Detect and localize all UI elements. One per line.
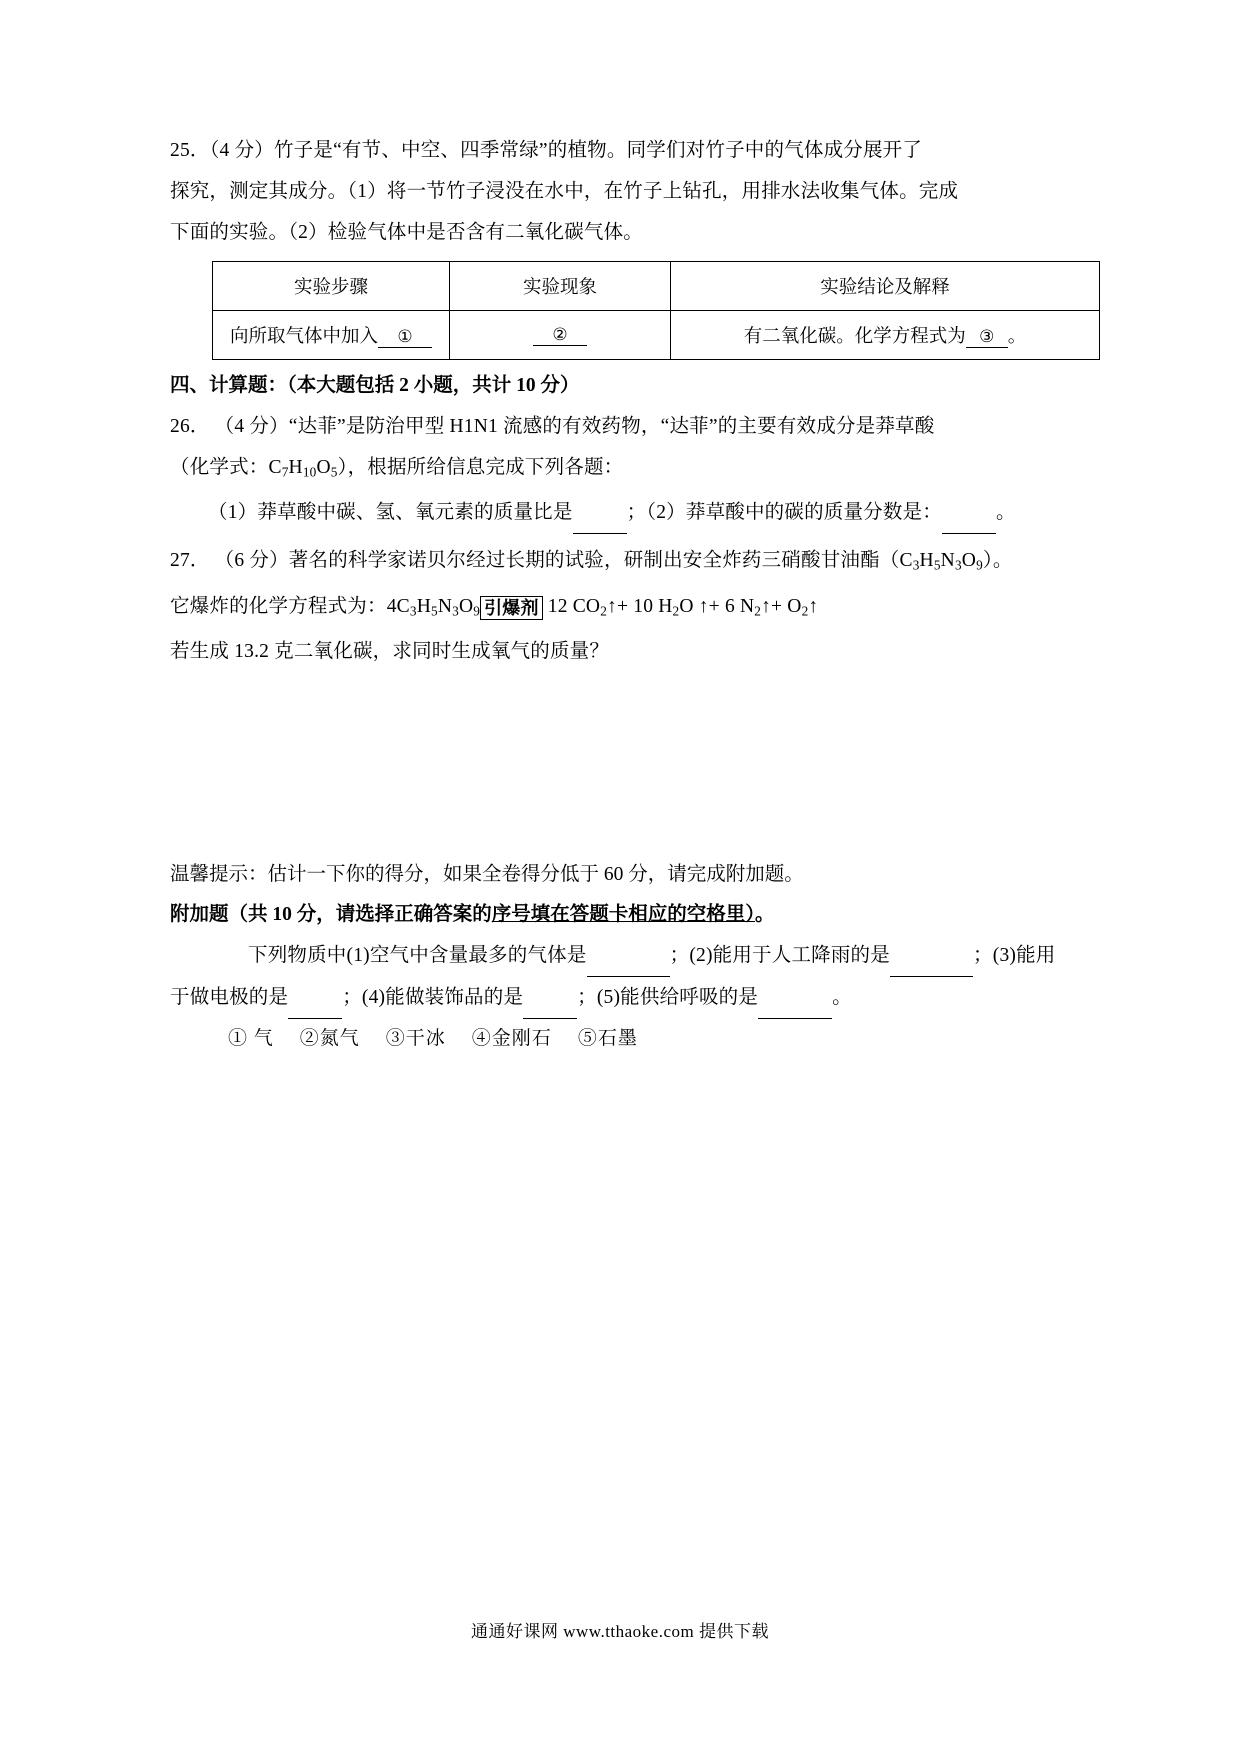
table-cell-phenomenon bbox=[450, 311, 671, 360]
experiment-table bbox=[212, 261, 1100, 360]
warm-tip: 温馨提示：估计一下你的得分，如果全卷得分低于 60 分，请完成附加题。 bbox=[170, 863, 804, 885]
q27-eq-after5: ↑ bbox=[808, 595, 819, 617]
option-3[interactable]: ③干冰 bbox=[385, 1027, 446, 1049]
q27-eq-m1: H bbox=[416, 595, 431, 617]
option-2[interactable]: ②氮气 bbox=[299, 1027, 360, 1049]
q27-m-c: O bbox=[961, 550, 977, 572]
question-25-line-2: 探究，测定其成分。（1）将一节竹子浸没在水中，在竹子上钻孔，用排水法收集气体。完成 bbox=[170, 181, 959, 202]
blank-step-1[interactable]: ① bbox=[378, 327, 432, 348]
blank-attach-1[interactable] bbox=[587, 935, 670, 977]
reaction-condition-label: 引爆剂 bbox=[480, 596, 543, 620]
q27-sub-d: 9 bbox=[976, 557, 983, 573]
q27-eq-m3: O bbox=[458, 595, 474, 617]
attachment-title bbox=[170, 895, 1090, 935]
attachment-q1-text: 下列物质中(1)空气中含量最多的气体是 bbox=[248, 944, 587, 966]
attachment-q2-text: ；(2)能用于人工降雨的是 bbox=[669, 944, 890, 966]
q26-part2-text: ；（2）莽草酸中的碳的质量分数是： bbox=[626, 502, 942, 524]
table-header-phenomenon: 实验现象 bbox=[450, 262, 671, 311]
question-27 bbox=[170, 540, 1090, 672]
question-27-equation-line bbox=[170, 586, 1090, 631]
attachment-title-part-a: 附加题（共 10 分，请选择正确答案的 bbox=[170, 903, 492, 925]
q26-sub-10: 10 bbox=[302, 464, 317, 480]
blank-attach-2[interactable] bbox=[890, 935, 973, 977]
table-header-row bbox=[213, 262, 1100, 311]
q27-eq-s8: 2 bbox=[801, 602, 809, 618]
blank-q26-2[interactable] bbox=[942, 492, 996, 534]
question-27-line-1 bbox=[170, 540, 1090, 585]
blank-q26-1[interactable] bbox=[573, 492, 627, 534]
option-4[interactable]: ④金刚石 bbox=[471, 1027, 552, 1049]
q27-eq-after4: ↑+ O bbox=[761, 595, 802, 617]
q27-eq-s4: 9 bbox=[473, 602, 481, 618]
q27-eq-pre: 它爆炸的化学方程式为：4C bbox=[170, 595, 410, 617]
question-26-line-2 bbox=[170, 447, 1090, 492]
attachment-q5-text: ；(5)能供给呼吸的是 bbox=[577, 986, 759, 1008]
q26-sub-7: 7 bbox=[281, 464, 289, 480]
blank-attach-5[interactable] bbox=[758, 977, 832, 1019]
attachment-end: 。 bbox=[832, 986, 852, 1008]
q27-eq-s5: 2 bbox=[600, 602, 608, 618]
attachment-title-part-b: 序号填在答题卡相应的空格里） bbox=[491, 903, 756, 925]
attachment-line-2 bbox=[170, 977, 1090, 1019]
table-cell-conclusion-end: 。 bbox=[1007, 327, 1027, 347]
attachment-q4-text: ；(4)能做装饰品的是 bbox=[342, 986, 524, 1008]
q27-sub-a: 3 bbox=[912, 557, 920, 573]
attachment-title-part-c: 。 bbox=[755, 903, 775, 925]
q27-intro-end: ）。 bbox=[982, 550, 1013, 572]
q27-m-b: N bbox=[940, 550, 955, 572]
table-header-conclusion: 实验结论及解释 bbox=[671, 262, 1100, 311]
q27-eq-s3: 3 bbox=[452, 602, 459, 618]
q27-intro: 27． （6 分）著名的科学家诺贝尔经过长期的试验，研制出安全炸药三硝酸甘油酯（C bbox=[170, 550, 913, 572]
table-cell-step bbox=[213, 311, 450, 360]
q26-formula-pre: （化学式：C bbox=[170, 457, 282, 478]
attachment-options bbox=[228, 1019, 1090, 1059]
page-footer: 通通好课网 www.tthaoke.com 提供下载 bbox=[470, 1622, 770, 1641]
blank-conclusion-3[interactable]: ③ bbox=[966, 327, 1008, 348]
q27-eq-m2: N bbox=[437, 595, 453, 617]
q27-eq-s7: 2 bbox=[754, 602, 762, 618]
q27-sub-c: 3 bbox=[954, 557, 962, 573]
option-5[interactable]: ⑤石墨 bbox=[577, 1027, 638, 1049]
table-cell-conclusion-text: 有二氧化碳。化学方程式为 bbox=[743, 327, 966, 347]
table-cell-step-text: 向所取气体中加入 bbox=[229, 327, 378, 347]
q27-sub-b: 5 bbox=[933, 557, 941, 573]
q26-mid-o: O bbox=[316, 457, 331, 478]
question-25-line-1: 25．（4 分）竹子是“有节、中空、四季常绿”的植物。同学们对竹子中的气体成分展开了 bbox=[170, 140, 923, 161]
blank-attach-3[interactable] bbox=[288, 977, 342, 1019]
question-25-line-3: 下面的实验。（2）检验气体中是否含有二氧化碳气体。 bbox=[170, 222, 644, 243]
table-cell-conclusion bbox=[671, 311, 1100, 360]
q27-eq-after1: 12 CO bbox=[547, 595, 601, 617]
table-header-step: 实验步骤 bbox=[213, 262, 450, 311]
question-26-line-3 bbox=[170, 492, 1090, 534]
q27-eq-s6: 2 bbox=[672, 602, 680, 618]
q27-eq-s2: 5 bbox=[430, 602, 438, 618]
attachment-q3-text: ；(3)能用 bbox=[973, 944, 1056, 966]
question-26 bbox=[170, 406, 1090, 534]
question-27-line-3: 若生成 13.2 克二氧化碳，求同时生成氧气的质量？ bbox=[170, 640, 610, 662]
answer-space bbox=[170, 678, 1090, 853]
blank-attach-4[interactable] bbox=[523, 977, 577, 1019]
section-4-title: 四、计算题：（本大题包括 2 小题，共计 10 分） bbox=[170, 375, 580, 396]
q26-formula-post: ），根据所给信息完成下列各题： bbox=[337, 457, 624, 478]
blank-phenomenon-2[interactable]: ② bbox=[533, 325, 587, 346]
q26-mid-h: H bbox=[288, 457, 303, 478]
q27-eq-s1: 3 bbox=[409, 602, 417, 618]
q27-eq-after3: O ↑+ 6 N bbox=[679, 595, 755, 617]
attachment-q3-cont: 于做电极的是 bbox=[170, 986, 289, 1008]
q26-end: 。 bbox=[995, 502, 1016, 524]
option-1[interactable]: ① 气 bbox=[228, 1027, 274, 1049]
table-row bbox=[213, 311, 1100, 360]
q27-eq-after2: ↑+ 10 H bbox=[607, 595, 673, 617]
q26-sub-5: 5 bbox=[330, 464, 338, 480]
q27-m-a: H bbox=[919, 550, 934, 572]
question-25 bbox=[170, 130, 1090, 360]
attachment-line-1 bbox=[170, 935, 1090, 977]
q26-part1-text: （1）莽草酸中碳、氢、氧元素的质量比是 bbox=[208, 502, 573, 524]
question-26-line-1: 26． （4 分）“达菲”是防治甲型 H1N1 流感的有效药物，“达菲”的主要有效成分是莽草酸 bbox=[170, 416, 935, 437]
